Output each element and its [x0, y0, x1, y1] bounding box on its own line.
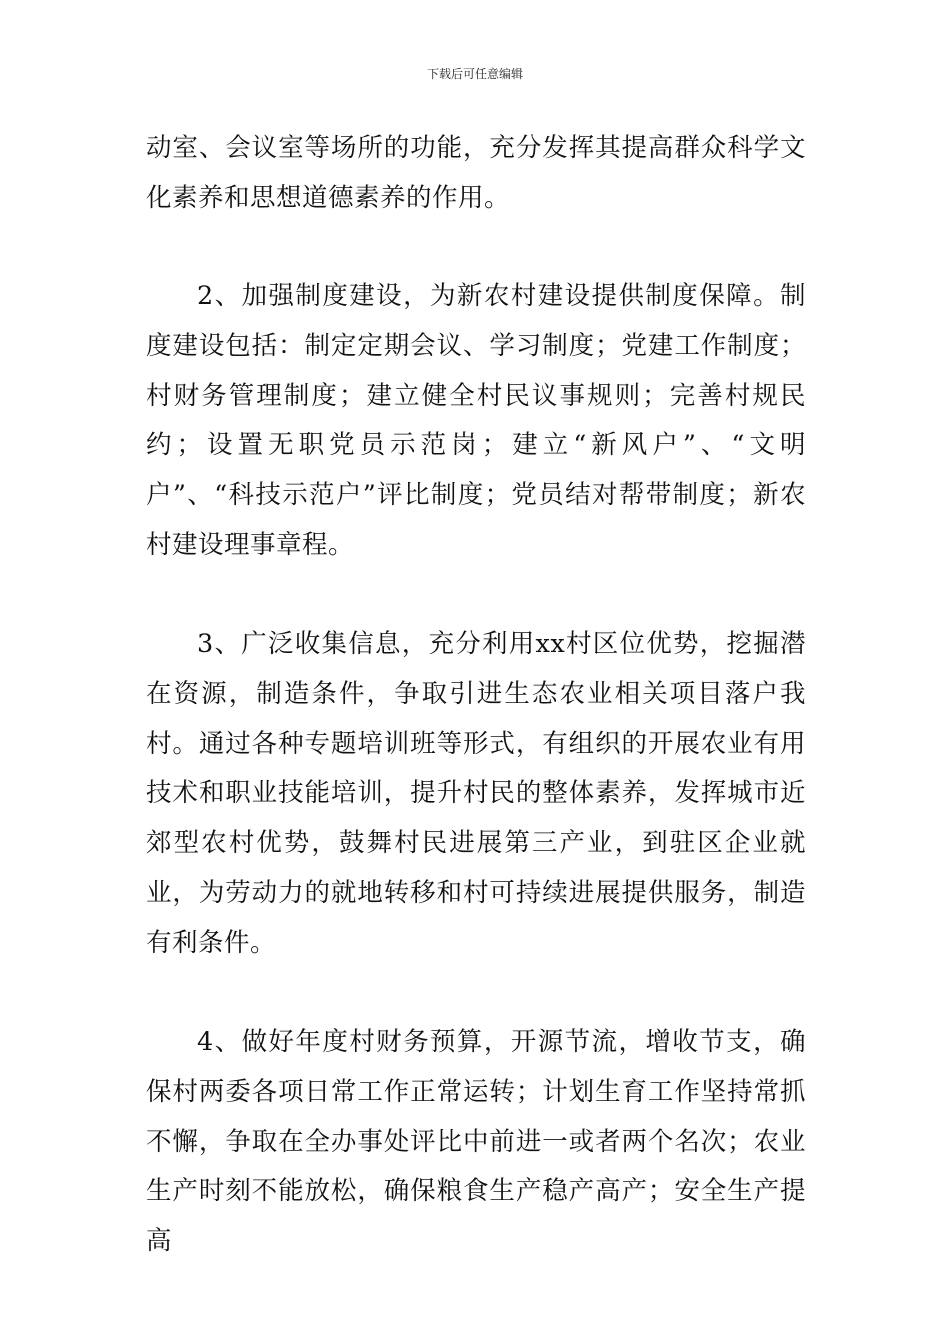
paragraph-2: 2、加强制度建设，为新农村建设提供制度保障。制度建设包括：制定定期会议、学习制度；党建工作制度；村财务管理制度；建立健全村民议事规则；完善村规民约；设置无职党员示范岗；建立“新风户”、“文明户”、“科技示范户”评比制度；党员结对帮带制度；新农村建设理事章程。 — [146, 281, 806, 560]
paragraph-4: 4、做好年度村财务预算，开源节流，增收节支，确保村两委各项日常工作正常运转；计划生育工作坚持常抓不懈，争取在全办事处评比中前进一或者两个名次；农业生产时刻不能放松，确保粮食生产稳产高产；安全生产提高 — [146, 1027, 806, 1257]
page-header: 下载后可任意编辑 — [426, 67, 523, 81]
paragraph-1: 动室、会议室等场所的功能，充分发挥其提高群众科学文化素养和思想道德素养的作用。 — [146, 133, 806, 213]
paragraph-3: 3、广泛收集信息，充分利用xx村区位优势，挖掘潜在资源，制造条件，争取引进生态农业相关项目落户我村。通过各种专题培训班等形式，有组织的开展农业有用技术和职业技能培训，提升村民的整体素养，发挥城市近郊型农村优势，鼓舞村民进展第三产业，到驻区企业就业，为劳动力的就地转移和村可持续进展提供服务，制造有利条件。 — [146, 629, 806, 958]
